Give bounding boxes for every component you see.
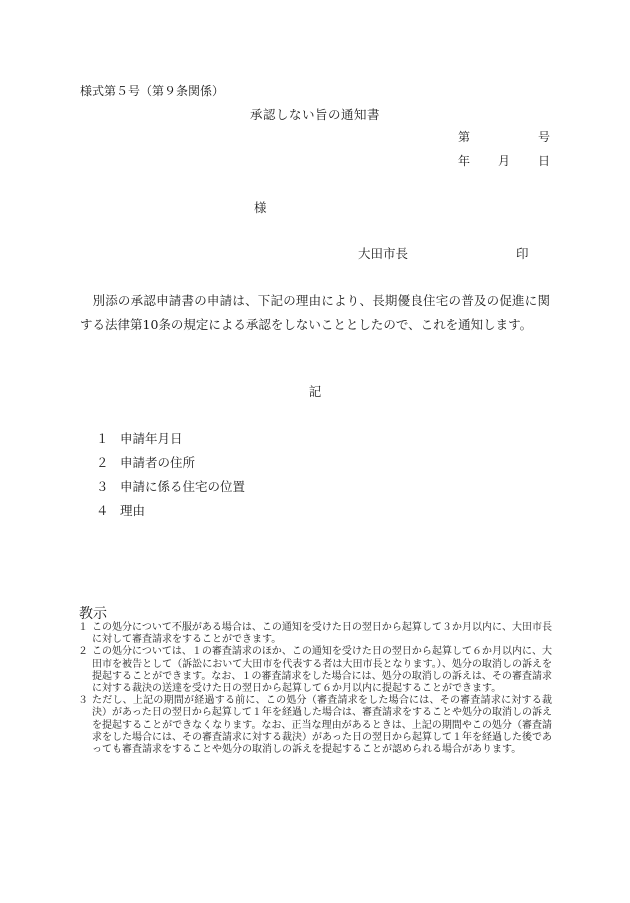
date-month: 月 [497,154,510,168]
notice-number: ３ [78,695,88,707]
reference-number [458,128,550,145]
list-item [96,475,245,499]
notice-number: １ [78,622,88,633]
notice-heading: 教示 [79,606,107,622]
notice-number: ２ [78,646,88,658]
notice-text: この処分については、１の審査請求のほか、この通知を受けた日の翌日から起算して６か月以内に、大田市を被告として（訴訟において大田市を代表する者は大田市長となります。）、処分の取消しの訴えを提起することができます。なお、１の審査請求をした場合には、処分の取消しの訴えは、その審査請求に対する裁決の送達を受けた日の翌日から起算して６か月以内に提起することができます。 [92,646,552,695]
reference-number-suffix: 号 [537,130,550,144]
notice-list [78,622,552,756]
notice-item [78,695,552,756]
addressee-honorific: 様 [254,200,267,215]
list-item [96,499,245,523]
sender-name: 大田市長 [358,246,409,261]
item-label: 理由 [120,503,146,518]
notice-item [78,622,552,646]
item-number: ４ [96,503,109,518]
list-item [96,451,245,475]
notice-text: ただし、上記の期間が経過する前に、この処分（審査請求をした場合には、その審査請求に対する裁決）があった日の翌日から起算して１年を経過した場合は、審査請求をすることや処分の取消しの訴えを提起することができなくなります。なお、正当な理由があるときは、上記の期間やこの処分（審査請求をした場合には、その審査請求に対する裁決）があった日の翌日から起算して１年を経過した後であっても審査請求をすることや処分の取消しの訴えを提起することが認められる場合があります。 [92,695,552,756]
notification-body: 別添の承認申請書の申請は、下記の理由により、長期優良住宅の普及の促進に関する法律第10条の規定による承認をしないこととしたので、これを通知します。 [80,293,550,332]
item-label: 申請に係る住宅の位置 [120,479,246,494]
date-day: 日 [537,154,550,168]
form-number: 様式第５号（第９条関係） [80,84,225,98]
document-title: 承認しない旨の通知書 [249,107,380,122]
ki-heading: 記 [308,384,322,399]
seal-mark: 印 [516,246,529,261]
notice-item [78,646,552,695]
notice-text: この処分について不服がある場合は、この通知を受けた日の翌日から起算して３か月以内に、大田市長に対して審査請求をすることができます。 [92,622,552,646]
item-number: １ [96,431,109,446]
issue-date [458,152,550,169]
list-item [96,427,245,451]
item-label: 申請者の住所 [120,455,196,470]
reference-number-prefix: 第 [458,130,471,144]
item-number: ２ [96,455,109,470]
date-year: 年 [458,154,471,168]
item-list [96,427,245,523]
item-label: 申請年月日 [120,431,183,446]
item-number: ３ [96,479,109,494]
